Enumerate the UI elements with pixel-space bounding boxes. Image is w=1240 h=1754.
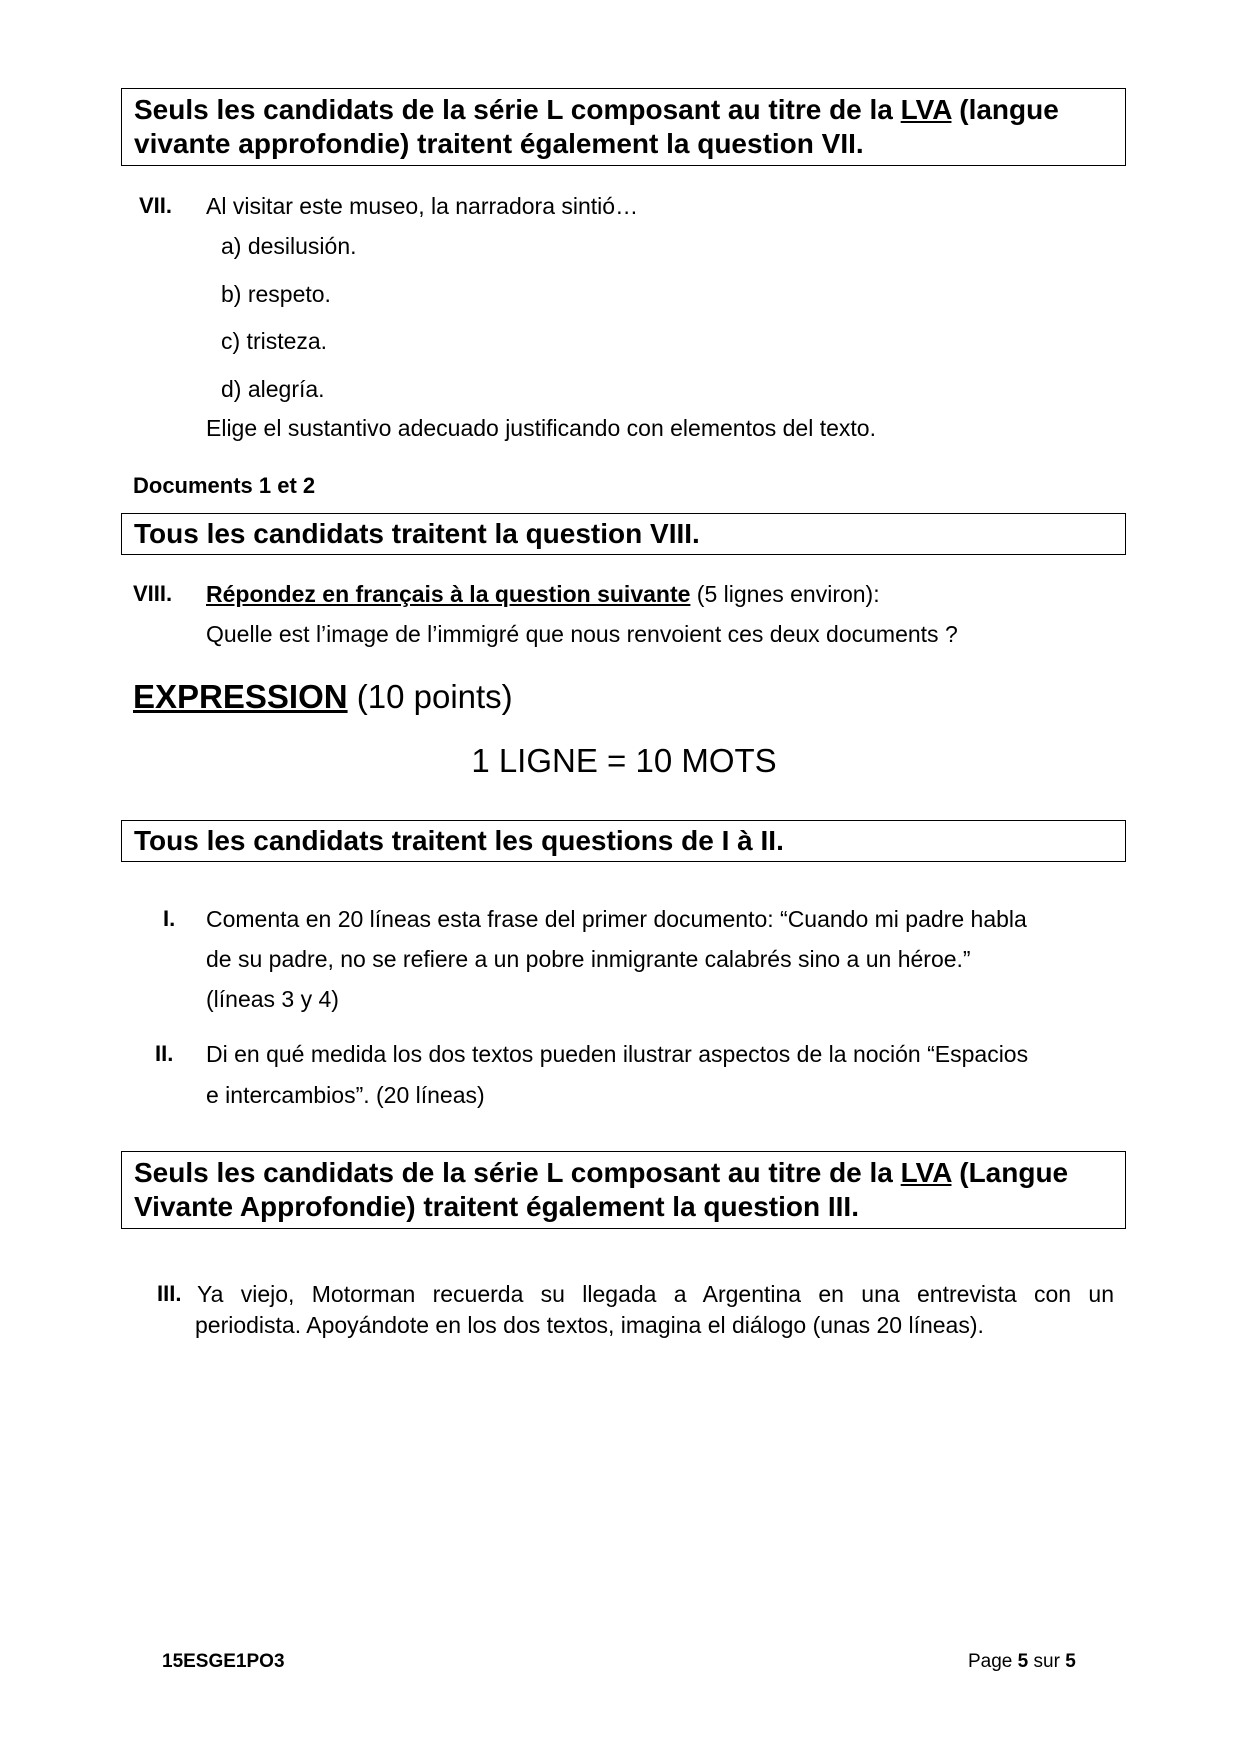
all-candidates-box-i-ii (121, 820, 1126, 862)
question-viii-lead-suffix: (5 lignes environ): (690, 581, 880, 607)
option-a: a) desilusión. (221, 233, 357, 259)
question-iii-line-1: Ya viejo, Motorman recuerda su llegada a Argentina en una entrevista con un (197, 1281, 1114, 1307)
question-viii-text: Quelle est l’image de l’immigré que nous renvoient ces deux documents ? (206, 621, 958, 647)
option-d: d) alegría. (221, 376, 325, 402)
notice-text: Seuls les candidats de la série L composant au titre de la (134, 1157, 901, 1188)
question-iii-line-2: periodista. Apoyándote en los dos textos, imagina el diálogo (unas 20 líneas). (195, 1312, 984, 1338)
of-word: sur (1028, 1651, 1066, 1672)
lva-abbrev: LVA (900, 1157, 952, 1188)
documents-label: Documents 1 et 2 (133, 473, 316, 498)
question-viii-lead: Répondez en français à la question suivante (206, 581, 691, 607)
notice-text: (Langue Vivante Approfondie) traitent également la question III. (134, 1157, 1069, 1222)
option-c: c) tristeza. (221, 328, 328, 354)
question-number-iii: III. (157, 1281, 182, 1306)
question-i-line-2: de su padre, no se refiere a un pobre inmigrante calabrés sino a un héroe.” (206, 946, 971, 972)
option-b: b) respeto. (221, 281, 331, 307)
page-word: Page (968, 1651, 1018, 1672)
question-number-vii: VII. (139, 193, 173, 218)
lva-abbrev: LVA (900, 94, 952, 125)
expression-title: EXPRESSION (133, 678, 348, 715)
lva-notice-box-vii (121, 88, 1126, 166)
question-ii-line-2: e intercambios”. (20 líneas) (206, 1082, 485, 1108)
notice-text: Tous les candidats traitent les questions de I à II. (134, 825, 784, 856)
expression-points: (10 points) (347, 678, 513, 715)
question-viii-lead-line (206, 580, 880, 608)
question-i-line-1: Comenta en 20 líneas esta frase del primer documento: “Cuando mi padre habla (206, 906, 1027, 932)
current-page: 5 (1017, 1651, 1029, 1672)
notice-text: Tous les candidats traitent la question VIII. (134, 518, 700, 549)
lva-notice-box-iii (121, 1151, 1126, 1229)
question-ii-line-1: Di en qué medida los dos textos pueden ilustrar aspectos de la noción “Espacios (206, 1041, 1029, 1067)
question-number-ii: II. (155, 1041, 174, 1066)
question-vii-prompt: Al visitar este museo, la narradora sintió… (206, 193, 639, 219)
footer-code: 15ESGE1PO3 (162, 1651, 285, 1672)
question-i-line-3: (líneas 3 y 4) (206, 986, 339, 1012)
question-number-viii: VIII. (133, 581, 173, 606)
notice-text: Seuls les candidats de la série L composant au titre de la (134, 94, 901, 125)
line-word-rule: 1 LIGNE = 10 MOTS (471, 742, 777, 779)
question-vii-instruction: Elige el sustantivo adecuado justificando con elementos del texto. (206, 415, 876, 441)
page-number (968, 1650, 1076, 1674)
question-number-i: I. (163, 906, 176, 931)
notice-text: (langue vivante approfondie) traitent également la question VII. (134, 94, 1059, 159)
total-pages: 5 (1065, 1651, 1076, 1672)
expression-heading (133, 677, 513, 717)
all-candidates-box-viii (121, 513, 1126, 555)
